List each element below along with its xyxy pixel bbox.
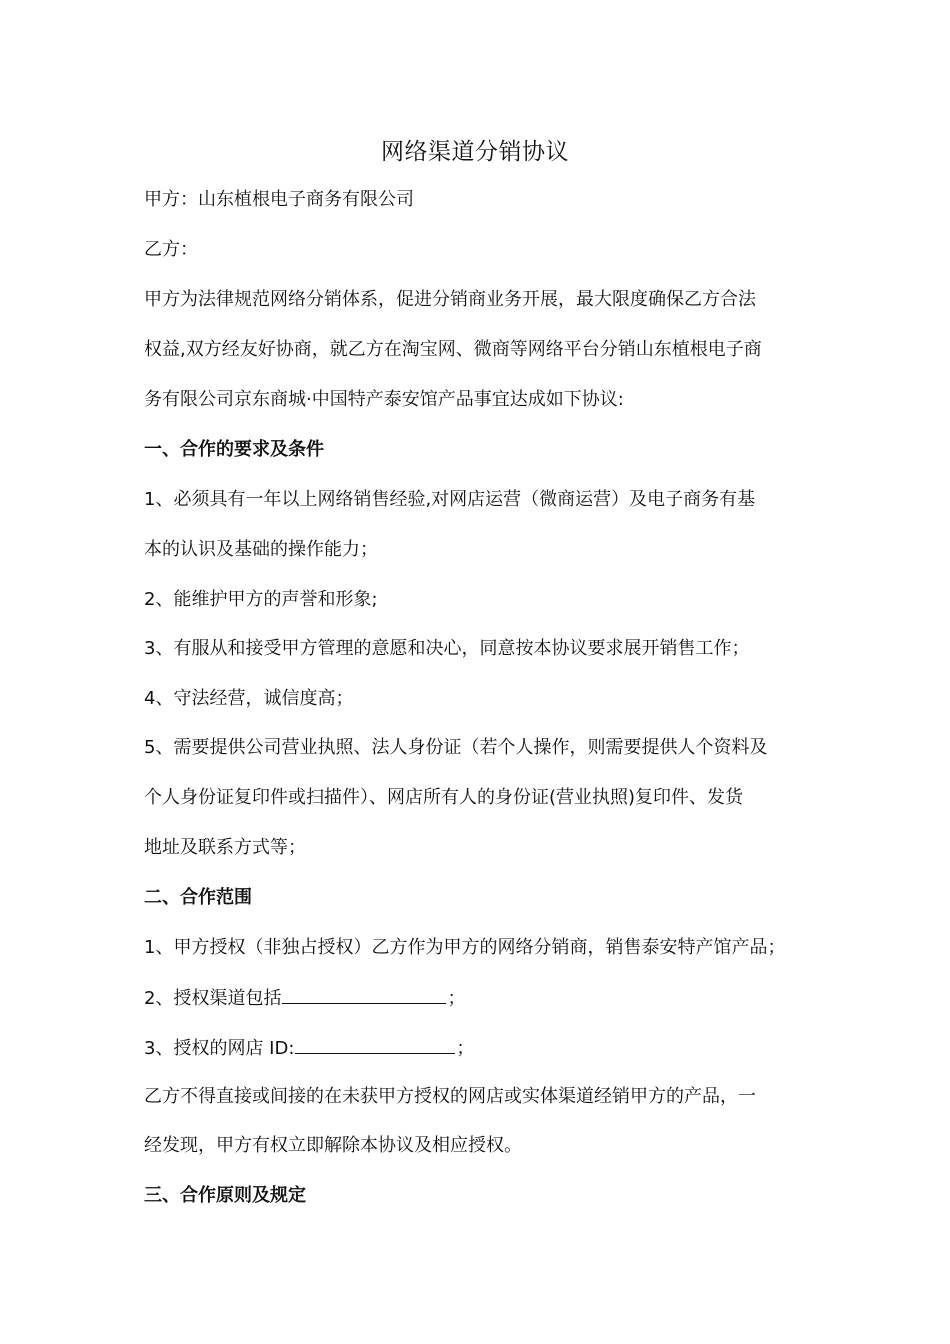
document-title: 网络渠道分销协议 [381,139,569,165]
section-heading: 二、合作范围 [144,887,252,908]
punctuation: ； [456,1038,475,1059]
shop-id-blank[interactable] [295,1034,455,1054]
clause-line: 本的认识及基础的操作能力； [144,539,378,560]
notice-line: 乙方不得直接或间接的在未获甲方授权的网店或实体渠道经销甲方的产品，一 [144,1086,756,1107]
clause-line: 4、守法经营，诚信度高； [144,688,354,709]
shop-id-line [144,1034,834,1062]
section-heading: 三、合作原则及规定 [144,1185,306,1206]
section-heading: 一、合作的要求及条件 [144,439,324,460]
intro-line: 权益,双方经友好协商，就乙方在淘宝网、微商等网络平台分销山东植根电子商 [144,339,762,360]
clause-line: 2、能维护甲方的声誉和形象; [144,589,378,610]
shop-id-label: 3、授权的网店 ID: [144,1038,295,1059]
party-b: 乙方： [144,239,198,260]
clause-line: 1、必须具有一年以上网络销售经验,对网店运营（微商运营）及电子商务有基 [144,489,756,510]
authorized-channels-blank[interactable] [282,984,446,1004]
clause-line: 个人身份证复印件或扫描件）、网店所有人的身份证(营业执照)复印件、发货 [144,787,744,808]
clause-line: 地址及联系方式等； [144,837,306,858]
punctuation: ； [447,988,466,1009]
clause-line: 1、甲方授权（非独占授权）乙方作为甲方的网络分销商，销售泰安特产馆产品； [144,937,786,958]
authorized-channels-label: 2、授权渠道包括 [144,988,282,1009]
party-a: 甲方：山东植根电子商务有限公司 [144,189,414,210]
intro-line: 甲方为法律规范网络分销体系，促进分销商业务开展，最大限度确保乙方合法 [144,289,756,310]
notice-line: 经发现，甲方有权立即解除本协议及相应授权。 [144,1135,522,1156]
clause-line: 3、有服从和接受甲方管理的意愿和决心，同意按本协议要求展开销售工作； [144,638,750,659]
clause-line: 5、需要提供公司营业执照、法人身份证（若个人操作，则需要提供人个资料及 [144,737,768,758]
intro-line: 务有限公司京东商城·中国特产泰安馆产品事宜达成如下协议: [144,389,624,410]
authorized-channels-line [144,984,834,1012]
